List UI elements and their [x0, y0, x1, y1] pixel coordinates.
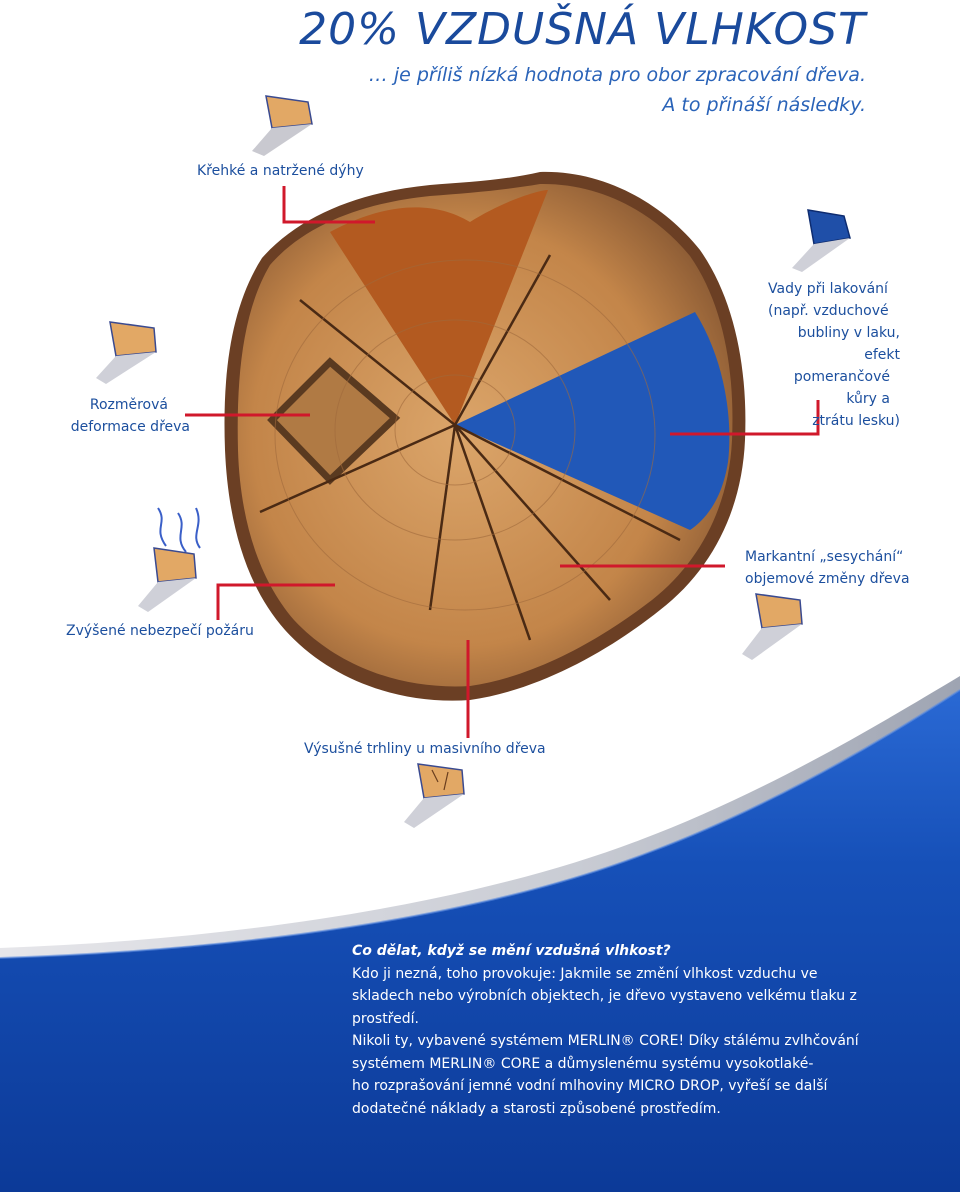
subtitle-line-2: A to přináší následky. [662, 94, 866, 116]
burning-beam-icon [138, 508, 200, 612]
paragraph-line: Nikoli ty, vybavené systémem MERLIN® CORE! Díky stálému zvlhčování [352, 1033, 859, 1049]
label-paint-defects-line: (např. vzduchové [768, 303, 889, 319]
page-title: 20% VZDUŠNÁ VLHKOST [299, 4, 866, 55]
label-paint-defects-line: ztrátu lesku) [812, 413, 900, 429]
description-block [352, 940, 872, 1120]
question-heading: Co dělat, když se mění vzdušná vlhkost? [352, 943, 671, 959]
paragraph-line: ho rozprašování jemné vodní mlhoviny MICRO DROP, vyřeší se další [352, 1078, 828, 1094]
label-paint-defects-line: bubliny v laku, efekt [797, 325, 900, 363]
paragraph-line: dodatečné náklady a starosti způsobené prostředím. [352, 1100, 721, 1117]
label-paint-defects [762, 278, 952, 432]
wood-slice-illustration [224, 172, 745, 701]
label-deformation-line: Rozměrová [89, 397, 168, 413]
label-fire-risk: Zvýšené nebezpečí požáru [66, 623, 254, 639]
label-deformation-line: deformace dřeva [70, 419, 190, 435]
wood-beam-icon [742, 594, 802, 660]
label-paint-defects-line: Vady při lakování [768, 281, 888, 297]
paragraph-line: prostředí. [352, 1010, 419, 1027]
paragraph-line: Kdo ji nezná, toho provokuje: Jakmile se změní vlhkost vzduchu ve [352, 965, 818, 982]
label-cracks: Výsušné trhliny u masivního dřeva [304, 741, 546, 757]
subtitle-line-1: … je příliš nízká hodnota pro obor zpracování dřeva. [368, 64, 866, 86]
blue-beam-icon [792, 210, 850, 272]
label-shrinkage-line: Markantní „sesychání“ [745, 549, 904, 565]
wood-beam-icon [96, 322, 156, 384]
cracked-beam-icon [404, 764, 464, 828]
label-shrinkage-line: objemové změny dřeva [745, 571, 910, 587]
label-brittle-veneer: Křehké a natržené dýhy [197, 163, 364, 179]
label-shrinkage [745, 546, 910, 590]
label-deformation [60, 394, 190, 438]
label-paint-defects-line: pomerančové kůry a [793, 369, 890, 407]
paragraph-line: skladech nebo výrobních objektech, je dřevo vystaveno velkému tlaku z [352, 988, 857, 1004]
paragraph-line: systémem MERLIN® CORE a důmyslenému systému vysokotlaké- [352, 1055, 814, 1072]
